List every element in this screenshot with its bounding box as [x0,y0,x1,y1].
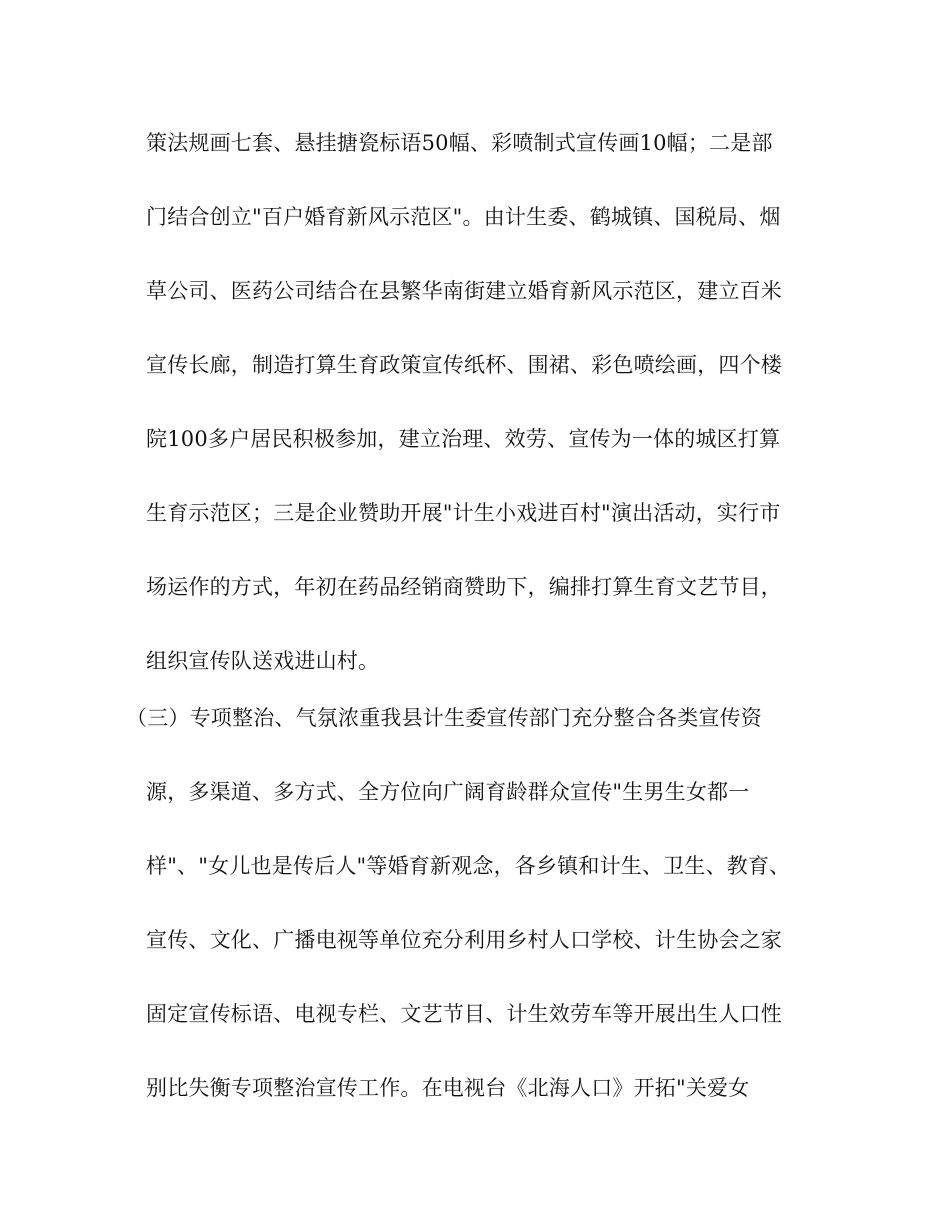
paragraph-line: 源，多渠道、多方式、全方位向广阔育龄群众宣传"生男生女都一 [146,780,750,804]
paragraph-line: 宣传、文化、广播电视等单位充分利用乡村人口学校、计生协会之家 [146,928,782,952]
paragraph-line: 别比失衡专项整治宣传工作。在电视台《北海人口》开拓"关爱女 [146,1076,750,1100]
paragraph-line: 固定宣传标语、电视专栏、文艺节目、计生效劳车等开展出生人口性 [146,1002,782,1026]
paragraph-line: 门结合创立"百户婚育新风示范区"。由计生委、鹤城镇、国税局、烟 [146,205,781,229]
paragraph-line: 宣传长廊，制造打算生育政策宣传纸杯、围裙、彩色喷绘画，四个楼 [146,353,782,377]
paragraph-line: 院100多户居民积极参加，建立治理、效劳、宣传为一体的城区打算 [146,427,781,451]
paragraph-line: 组织宣传队送戏进山村。 [146,649,380,673]
paragraph-line: 样"、"女儿也是传后人"等婚育新观念，各乡镇和计生、卫生、教育、 [146,854,791,878]
paragraph-line: 策法规画七套、悬挂搪瓷标语50幅、彩喷制式宣传画10幅；二是部 [146,131,773,155]
paragraph-line: 场运作的方式，年初在药品经销商赞助下，编排打算生育文艺节目， [146,575,782,599]
section-heading-line: （三）专项整治、气氛浓重我县计生委宣传部门充分整合各类宣传资 [126,706,762,730]
paragraph-line: 生育示范区；三是企业赞助开展"计生小戏进百村"演出活动，实行市 [146,501,781,525]
paragraph-line: 草公司、医药公司结合在县繁华南街建立婚育新风示范区，建立百米 [146,279,782,303]
